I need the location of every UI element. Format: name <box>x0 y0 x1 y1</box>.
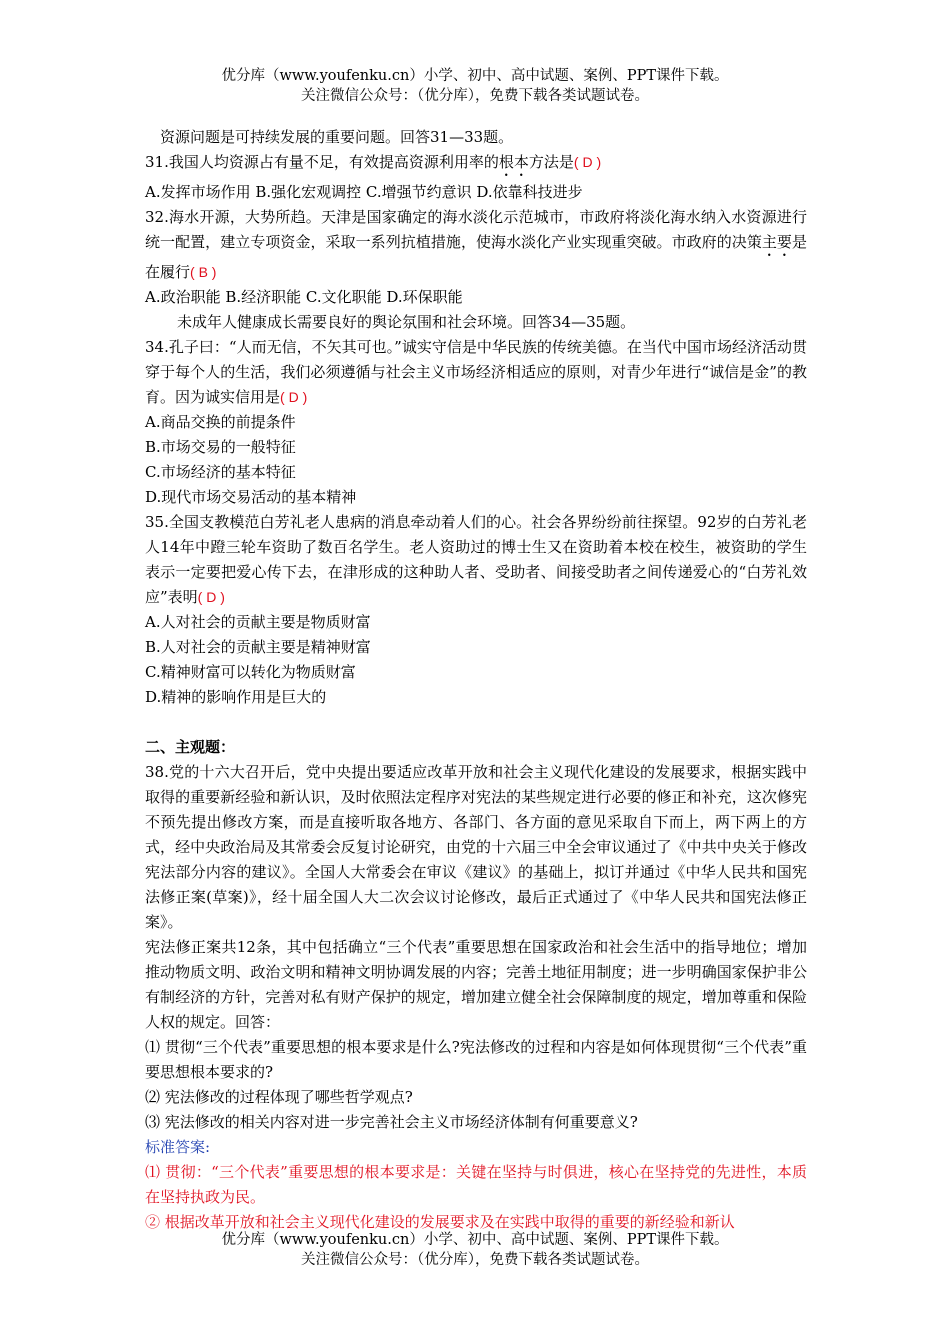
q31-answer: ( D ) <box>573 154 602 170</box>
q34-answer: ( D ) <box>280 389 308 405</box>
q35-option-d: D.精神的影响作用是巨大的 <box>145 688 327 706</box>
q34-option-d: D.现代市场交易活动的基本精神 <box>145 488 357 506</box>
intro-resources: 资源问题是可持续发展的重要问题。回答31—33题。 <box>160 128 514 146</box>
q38-sub-question-1: ⑴ 贯彻“三个代表”重要思想的根本要求是什么?宪法修改的过程和内容是如何体现贯彻“三个代表”重要思想根本要求的? <box>145 1038 807 1081</box>
footer-line-1: 优分库（www.youfenku.cn）小学、初中、高中试题、案例、PPT课件下载。 <box>221 1232 729 1248</box>
q35-answer: ( D ) <box>197 589 225 605</box>
q31-options: A.发挥市场作用 B.强化宏观调控 C.增强节约意识 D.依靠科技进步 <box>145 183 583 201</box>
q32-text: 32.海水开源，大势所趋。天津是国家确定的海水淡化示范城市，市政府将淡化海水纳入水资源进行统一配置，建立专项资金，采取一系列抗植措施，使海水淡化产业实现重突破。市政府的决策 <box>145 208 807 251</box>
q34-option-c: C.市场经济的基本特征 <box>145 463 296 481</box>
q34-option-b: B.市场交易的一般特征 <box>145 438 296 456</box>
page-header <box>0 66 950 106</box>
q31-text: 31.我国人均资源占有量不足，有效提高资源利用率的 <box>145 153 499 171</box>
q32-emphasis: 主要 <box>761 233 792 251</box>
question-32 <box>145 205 807 285</box>
section-heading-subjective: 二、主观题： <box>145 738 236 756</box>
q34-text: 34.孔子曰：“人而无信，不矢其可也。”诚实守信是中华民族的传统美德。在当代中国市场经济活动贯穿于每个人的生活，我们必须遵循与社会主义市场经济相适应的原则，对青少年进行“诚信是金”的教育。因为诚实信用是 <box>145 338 807 406</box>
spacer <box>145 710 807 735</box>
q38-sub-question-3: ⑶ 宪法修改的相关内容对进一步完善社会主义市场经济体制有何重要意义? <box>145 1113 638 1131</box>
q38-sub-question-2: ⑵ 宪法修改的过程体现了哪些哲学观点? <box>145 1088 413 1106</box>
question-31 <box>145 150 807 180</box>
answer-label: 标准答案: <box>145 1138 211 1156</box>
q35-option-b: B.人对社会的贡献主要是精神财富 <box>145 638 371 656</box>
document-body <box>145 125 807 1235</box>
q35-option-c: C.精神财富可以转化为物质财富 <box>145 663 356 681</box>
q35-text: 35.全国支教模范白芳礼老人患病的消息牵动着人们的心。社会各界纷纷前往探望。92岁的白芳礼老人14年中蹬三轮车资助了数百名学生。老人资助过的博士生又在资助着本校在校生，被资助的学生表示一定要把爱心传下去，在津形成的这种助人者、受助者、间接受助者之间传递爱心的“白芳礼效应”表明 <box>145 513 807 606</box>
question-34 <box>145 335 807 410</box>
q38-paragraph-2: 宪法修正案共12条，其中包括确立“三个代表”重要思想在国家政治和社会生活中的指导地位；增加推动物质文明、政治文明和精神文明协调发展的内容；完善土地征用制度；进一步明确国家保护非公有制经济的方针，完善对私有财产保护的规定，增加建立健全社会保障制度的规定，增加尊重和保险人权的规定。回答： <box>145 938 807 1031</box>
q31-text-post: 方法是 <box>528 153 574 171</box>
q31-emphasis: 根本 <box>498 153 529 171</box>
answer-part-2: ② 根据改革开放和社会主义现代化建设的发展要求及在实践中取得的重要的新经验和新认 <box>145 1213 735 1231</box>
footer-line-2: 关注微信公众号：（优分库），免费下载各类试题试卷。 <box>301 1252 649 1268</box>
q34-option-a: A.商品交换的前提条件 <box>145 413 296 431</box>
page-footer <box>0 1230 950 1270</box>
header-line-1: 优分库（www.youfenku.cn）小学、初中、高中试题、案例、PPT课件下载。 <box>221 68 729 84</box>
q35-option-a: A.人对社会的贡献主要是物质财富 <box>145 613 371 631</box>
header-line-2: 关注微信公众号：（优分库），免费下载各类试题试卷。 <box>301 88 649 104</box>
intro-minors: 未成年人健康成长需要良好的舆论氛围和社会环境。回答34—35题。 <box>177 313 636 331</box>
answer-part-1: ⑴ 贯彻：“三个代表”重要思想的根本要求是：关键在坚持与时俱进，核心在坚持党的先进性，本质在坚持执政为民。 <box>145 1163 807 1206</box>
q32-answer: ( B ) <box>190 264 217 280</box>
q32-text-post: 是在履行 <box>145 233 807 281</box>
q32-options: A.政治职能 B.经济职能 C.文化职能 D.环保职能 <box>145 288 463 306</box>
question-35 <box>145 510 807 610</box>
q38-paragraph-1: 38.党的十六大召开后，党中央提出要适应改革开放和社会主义现代化建设的发展要求，根据实践中取得的重要新经验和新认识，及时依照法定程序对宪法的某些规定进行必要的修正和补充，这次修宪不预先提出修改方案，而是直接听取各地方、各部门、各方面的意见采取自下而上，两下两上的方式，经中央政治局及其常委会反复讨论研究，由党的十六届三中全会审议通过了《中共中央关于修改宪法部分内容的建议》。全国人大常委会在审议《建议》的基础上，拟订并通过《中华人民共和国宪法修正案(草案)》，经十届全国人大二次会议讨论修改，最后正式通过了《中华人民共和国宪法修正案》。 <box>145 763 807 931</box>
